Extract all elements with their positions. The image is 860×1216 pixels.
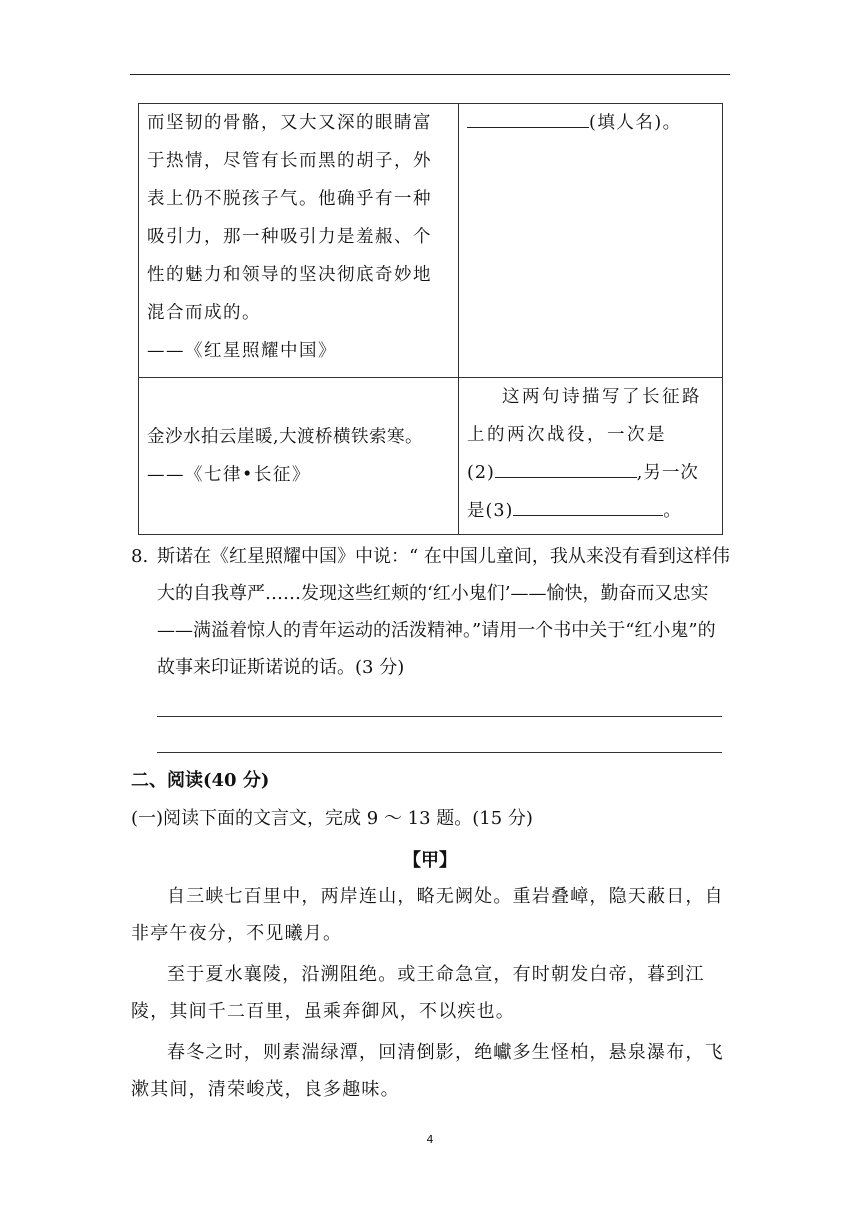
question-text: 斯诺在《红星照耀中国》中说：“ 在中国儿童间，我从来没有看到这样伟大的自我尊严……发现这些红颊的‘红小鬼们’——愉快，勤奋而又忠实——满溢着惊人的青年运动的活泼精神。”请用一个书中关于“红小鬼”的故事来印证斯诺说的话。(3 分) (157, 546, 730, 678)
paragraph: 自三峡七百里中，两岸连山，略无阙处。重岩叠嶂，隐天蔽日，自非亭午夜分，不见曦月。 (131, 886, 724, 944)
fill-blank-3[interactable] (513, 493, 663, 516)
table-cell-poem (139, 378, 459, 535)
sentence-end: 。 (663, 501, 682, 521)
paragraph: 至于夏水襄陵，沿溯阻绝。或王命急宣，有时朝发白帝，暮到江陵，其间千二百里，虽乘奔御风，不以疾也。 (131, 964, 705, 1022)
fill-blank-2[interactable] (495, 455, 637, 478)
table-cell-answer-2 (459, 378, 723, 535)
table-cell-quote-mao (139, 104, 459, 378)
paragraph: 春冬之时，则素湍绿潭，回清倒影，绝巘多生怪柏，悬泉瀑布，飞漱其间，清荣峻茂，良多趣味。 (131, 1042, 724, 1100)
page-number: 4 (426, 1133, 434, 1146)
table-row (139, 104, 723, 378)
section-title: 二、阅读(40 分) (131, 770, 270, 791)
question-7-table (138, 103, 723, 535)
table-row (139, 378, 723, 535)
poem-text: 金沙水拍云崖暖,大渡桥横铁索寒。 (147, 427, 424, 447)
poem-source: ——《七律•长征》 (147, 465, 311, 485)
passage (131, 878, 731, 1108)
quote-text: 而坚韧的骨骼，又大又深的眼睛富于热情，尽管有长而黑的胡子，外表上仍不脱孩子气。他确乎有一种吸引力，那一种吸引力是羞赧、个性的魅力和领导的坚决彻底奇妙地混合而成的。 (147, 113, 432, 323)
table-cell-answer-1 (459, 104, 723, 378)
question-number: 8. (131, 546, 149, 567)
quote-source: ——《红星照耀中国》 (147, 341, 337, 361)
blank-2-label: (2) (467, 463, 495, 483)
question-8 (131, 538, 731, 686)
blank-3-label: ,另一次是(3) (467, 463, 699, 521)
question-text: 这两句诗描写了长征路上的两次战役，一次是 (467, 387, 702, 445)
answer-line-2[interactable] (157, 752, 722, 753)
passage-label: 【甲】 (403, 850, 457, 871)
fill-blank-1[interactable] (467, 105, 589, 128)
section-instruction: (一)阅读下面的文言文，完成 9 ～ 13 题。(15 分) (131, 808, 533, 829)
header-rule (130, 74, 730, 75)
blank-hint: (填人名)。 (589, 113, 682, 133)
answer-line-1[interactable] (157, 716, 722, 717)
